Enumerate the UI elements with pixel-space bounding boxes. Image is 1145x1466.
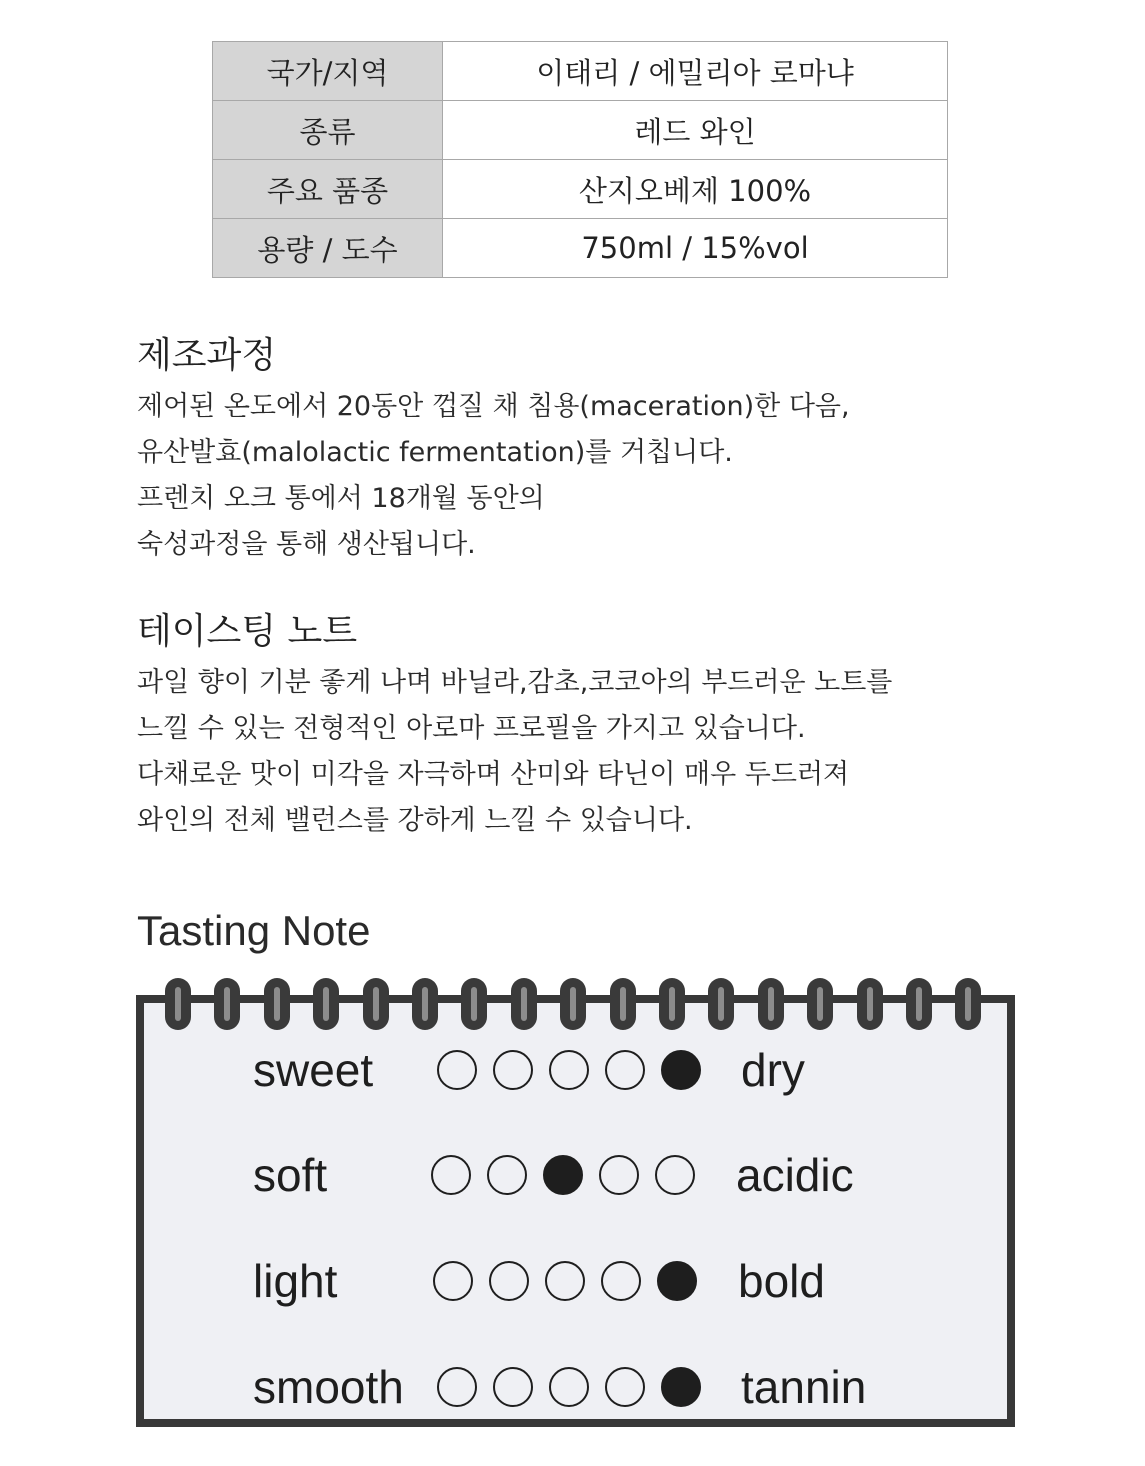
spec-value: 레드 와인: [443, 101, 948, 160]
spiral-ring: [955, 978, 981, 1030]
tasting-line: 다채로운 맛이 미각을 자극하며 산미와 타닌이 매우 두드러져: [137, 759, 850, 790]
spiral-ring: [610, 978, 636, 1030]
spec-label: 국가/지역: [213, 42, 443, 101]
rating-dot-empty: [431, 1155, 471, 1195]
rating-dot-empty: [437, 1050, 477, 1090]
spec-row-type: [213, 101, 948, 160]
spec-row-grape: [213, 160, 948, 219]
spec-label: 용량 / 도수: [213, 219, 443, 278]
rating-dot-empty: [545, 1261, 585, 1301]
tasting-title: 테이스팅 노트: [137, 611, 358, 652]
process-line: 제어된 온도에서 20동안 껍질 채 침용(maceration)한 다음,: [137, 391, 850, 422]
spec-row-volume-abv: [213, 219, 948, 278]
spiral-ring: [214, 978, 240, 1030]
process-section: [137, 334, 1037, 568]
spiral-ring: [659, 978, 685, 1030]
rating-dot-filled: [657, 1261, 697, 1301]
rating-dot-empty: [549, 1050, 589, 1090]
spiral-ring: [313, 978, 339, 1030]
notebook-spiral: [165, 978, 985, 1030]
scale-left-label: light: [253, 1255, 338, 1307]
spiral-ring: [264, 978, 290, 1030]
spiral-ring: [560, 978, 586, 1030]
spiral-ring: [857, 978, 883, 1030]
rating-dot-empty: [549, 1367, 589, 1407]
spec-row-region: [213, 42, 948, 101]
spec-label: 종류: [213, 101, 443, 160]
rating-dot-filled: [661, 1050, 701, 1090]
rating-dot-empty: [433, 1261, 473, 1301]
rating-dot-empty: [489, 1261, 529, 1301]
rating-dot-empty: [437, 1367, 477, 1407]
scale-left-label: sweet: [253, 1044, 374, 1096]
rating-dot-empty: [493, 1367, 533, 1407]
scale-left-label: soft: [253, 1149, 328, 1201]
scale-right-label: bold: [738, 1255, 825, 1307]
spiral-ring: [363, 978, 389, 1030]
scale-right-label: acidic: [736, 1149, 854, 1201]
tasting-line: 과일 향이 기분 좋게 나며 바닐라,감초,코코아의 부드러운 노트를: [137, 667, 893, 698]
rating-dot-empty: [601, 1261, 641, 1301]
spiral-ring: [906, 978, 932, 1030]
scale-right-label: tannin: [741, 1361, 867, 1413]
rating-dot-empty: [605, 1367, 645, 1407]
tasting-section: [137, 610, 1037, 844]
scale-right-label: dry: [741, 1044, 805, 1096]
spec-value: 750ml / 15%vol: [443, 219, 948, 278]
spiral-ring: [708, 978, 734, 1030]
rating-dot-filled: [543, 1155, 583, 1195]
process-line: 프렌치 오크 통에서 18개월 동안의: [137, 483, 545, 514]
tasting-note-title: Tasting Note: [137, 907, 371, 954]
rating-dot-empty: [487, 1155, 527, 1195]
spiral-ring: [807, 978, 833, 1030]
rating-dot-filled: [661, 1367, 701, 1407]
spec-value: 이태리 / 에밀리아 로마냐: [443, 42, 948, 101]
spiral-ring: [758, 978, 784, 1030]
process-line: 숙성과정을 통해 생산됩니다.: [137, 529, 476, 560]
rating-dot-empty: [599, 1155, 639, 1195]
rating-dot-empty: [655, 1155, 695, 1195]
spiral-ring: [461, 978, 487, 1030]
process-title: 제조과정: [137, 335, 277, 376]
spiral-ring: [511, 978, 537, 1030]
tasting-line: 와인의 전체 밸런스를 강하게 느낄 수 있습니다.: [137, 805, 693, 836]
rating-dot-empty: [605, 1050, 645, 1090]
spec-label: 주요 품종: [213, 160, 443, 219]
spiral-ring: [165, 978, 191, 1030]
process-line: 유산발효(malolactic fermentation)를 거칩니다.: [137, 437, 733, 468]
spec-value: 산지오베제 100%: [443, 160, 948, 219]
rating-dot-empty: [493, 1050, 533, 1090]
tasting-line: 느낄 수 있는 전형적인 아로마 프로필을 가지고 있습니다.: [137, 713, 806, 744]
wine-spec-table: [212, 41, 948, 278]
scale-left-label: smooth: [253, 1361, 404, 1413]
spiral-ring: [412, 978, 438, 1030]
